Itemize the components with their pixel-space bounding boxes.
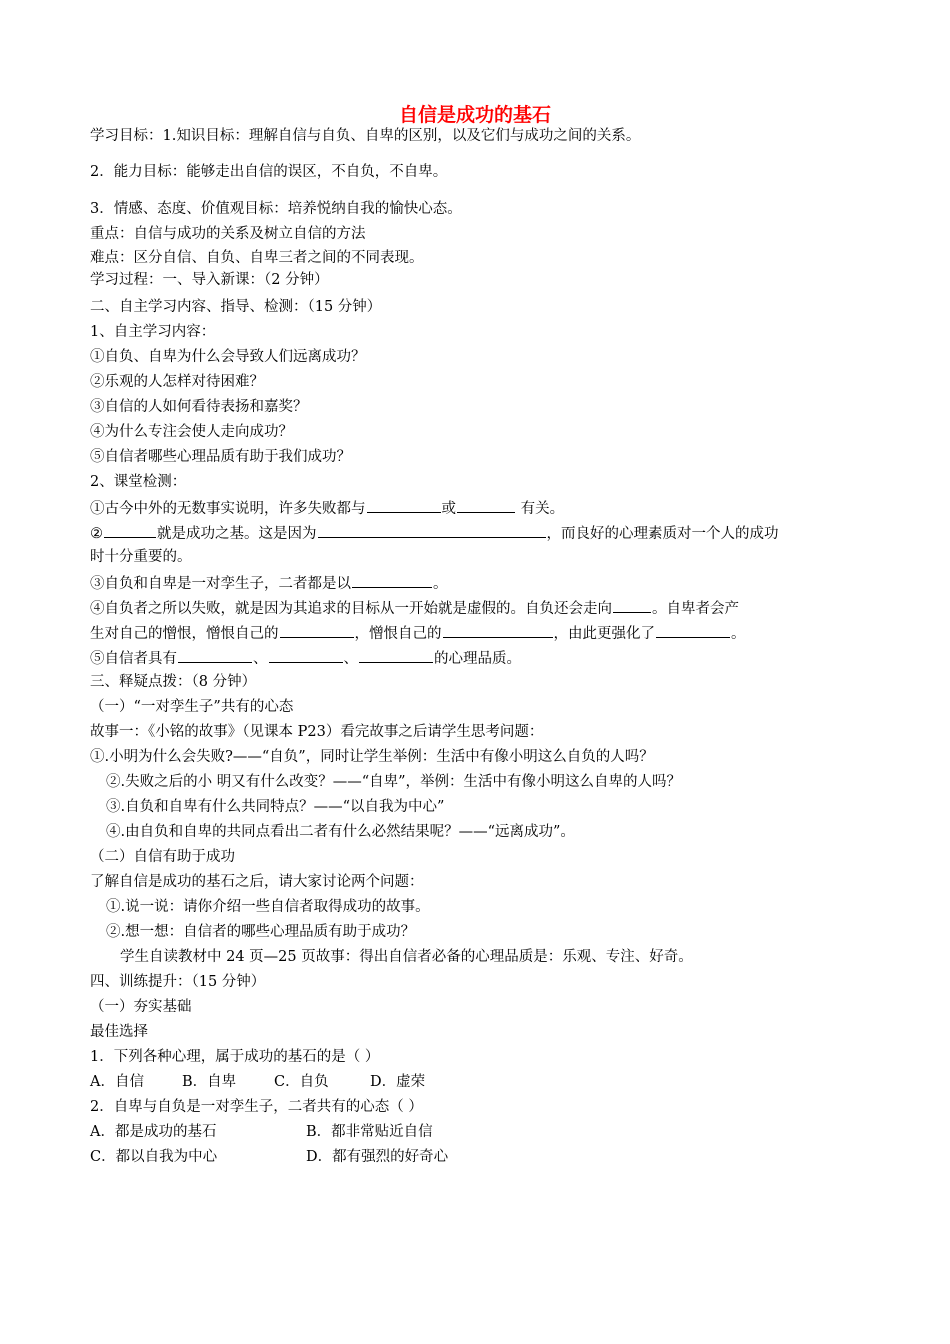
choice-2-option-a: A．都是成功的基石	[90, 1124, 217, 1140]
section-3-heading: 三、释疑点拨：（8 分钟）	[90, 674, 257, 690]
fill-blank[interactable]	[613, 597, 651, 613]
test-item-2-text-a: ②	[90, 526, 103, 542]
subsection-confidence-heading: （二）自信有助于成功	[90, 849, 235, 865]
fill-blank[interactable]	[359, 647, 433, 663]
test-item-4-continued	[90, 622, 746, 644]
test-item-5-text-b: 、	[253, 651, 268, 667]
story-question-3: ③.自负和自卑有什么共同特点？——“以自我为中心”	[106, 799, 445, 815]
fill-blank[interactable]	[104, 522, 156, 538]
fill-blank[interactable]	[457, 497, 515, 513]
discussion-intro: 了解自信是成功的基石之后，请大家讨论两个问题：	[90, 874, 424, 890]
test-item-4-text-b: 。自卑者会产	[652, 601, 739, 617]
choice-1-option-b: B．自卑	[182, 1074, 237, 1090]
fill-blank[interactable]	[178, 647, 252, 663]
test-item-4-text-a: ④自负者之所以失败，就是因为其追求的目标从一开始就是虚假的。自负还会走向	[90, 601, 612, 617]
test-item-3-text-b: 。	[433, 576, 448, 592]
discussion-question-1: ①.说一说：请你介绍一些自信者取得成功的故事。	[106, 899, 430, 915]
study-question-2: ②乐观的人怎样对待困难？	[90, 374, 264, 390]
test-item-3	[90, 572, 448, 594]
story-intro: 故事一：《小铭的故事》（见课本 P23）看完故事之后请学生思考问题：	[90, 724, 544, 740]
section-2-heading: 二、自主学习内容、指导、检测：（15 分钟）	[90, 299, 382, 315]
test-item-1-text-b: 或	[441, 501, 456, 517]
self-reading-note: 学生自读教材中 24 页—25 页故事：得出自信者必备的心理品质是：乐观、专注、好奇。	[120, 949, 693, 965]
fill-blank[interactable]	[269, 647, 343, 663]
test-item-2-continued: 时十分重要的。	[90, 549, 192, 565]
test-item-5-text-c: 、	[343, 651, 358, 667]
fill-blank[interactable]	[352, 572, 432, 588]
difficult-point: 难点：区分自信、自负、自卑三者之间的不同表现。	[90, 250, 424, 266]
test-item-2-text-b: 就是成功之基。这是因为	[157, 526, 317, 542]
choice-1-option-d: D．虚荣	[370, 1074, 426, 1090]
test-item-1	[90, 497, 564, 519]
test-item-3-text-a: ③自负和自卑是一对孪生子，二者都是以	[90, 576, 351, 592]
learning-goal-1: 学习目标：1.知识目标：理解自信与自负、自卑的区别，以及它们与成功之间的关系。	[90, 128, 641, 144]
test-item-1-text-c: 有关。	[520, 501, 565, 517]
fill-blank[interactable]	[656, 622, 730, 638]
section-2-2-heading: 2、课堂检测：	[90, 474, 187, 490]
choice-1-option-a: A．自信	[90, 1074, 144, 1090]
story-question-4: ④.由自负和自卑的共同点看出二者有什么必然结果呢？——“远离成功”。	[106, 824, 575, 840]
discussion-question-2: ②.想一想：自信者的哪些心理品质有助于成功？	[106, 924, 416, 940]
study-question-4: ④为什么专注会使人走向成功？	[90, 424, 293, 440]
choice-question-2: 2．自卑与自负是一对孪生子，二者共有的心态（ ）	[90, 1099, 423, 1115]
test-item-5-text-d: 的心理品质。	[434, 651, 521, 667]
test-item-5-text-a: ⑤自信者具有	[90, 651, 177, 667]
test-item-4-text-f: 。	[731, 626, 746, 642]
key-point: 重点：自信与成功的关系及树立自信的方法	[90, 226, 366, 242]
story-question-2: ②.失败之后的小 明又有什么改变？——“自卑”，举例：生活中有像小明这么自卑的人吗？	[106, 774, 682, 790]
learning-goal-3: 3．情感、态度、价值观目标：培养悦纳自我的愉快心态。	[90, 201, 462, 217]
study-question-3: ③自信的人如何看待表扬和嘉奖？	[90, 399, 308, 415]
choice-1-option-c: C．自负	[274, 1074, 329, 1090]
choice-question-1: 1．下列各种心理，属于成功的基石的是（ ）	[90, 1049, 380, 1065]
choice-2-option-c: C．都以自我为中心	[90, 1149, 218, 1165]
subsection-basics-heading: （一）夯实基础	[90, 999, 192, 1015]
fill-blank[interactable]	[367, 497, 441, 513]
best-choice-heading: 最佳选择	[90, 1024, 148, 1040]
section-2-1-heading: 1、自主学习内容：	[90, 324, 216, 340]
study-question-1: ①自负、自卑为什么会导致人们远离成功？	[90, 349, 366, 365]
test-item-4-text-c: 生对自己的憎恨，憎恨自己的	[90, 626, 279, 642]
page-title: 自信是成功的基石	[398, 104, 551, 126]
section-4-heading: 四、训练提升：（15 分钟）	[90, 974, 266, 990]
learning-process: 学习过程：一、导入新课：（2 分钟）	[90, 272, 329, 288]
test-item-2-text-c: ，而良好的心理素质对一个人的成功	[546, 526, 779, 542]
story-question-1: ①.小明为什么会失败?——“自负”，同时让学生举例：生活中有像小明这么自负的人吗？	[90, 749, 654, 765]
test-item-1-text-a: ①古今中外的无数事实说明，许多失败都与	[90, 501, 366, 517]
subsection-twins-heading: （一）“一对孪生子”共有的心态	[90, 699, 294, 715]
choice-2-option-b: B．都非常贴近自信	[306, 1124, 433, 1140]
fill-blank[interactable]	[443, 622, 553, 638]
fill-blank[interactable]	[280, 622, 354, 638]
test-item-4	[90, 597, 739, 619]
study-question-5: ⑤自信者哪些心理品质有助于我们成功？	[90, 449, 351, 465]
test-item-4-text-d: ，憎恨自己的	[354, 626, 442, 642]
choice-2-option-d: D．都有强烈的好奇心	[306, 1149, 449, 1165]
test-item-2	[90, 522, 779, 544]
test-item-5	[90, 647, 521, 669]
test-item-4-text-e: ，由此更强化了	[553, 626, 655, 642]
learning-goal-2: 2．能力目标：能够走出自信的误区，不自负，不自卑。	[90, 164, 448, 180]
fill-blank[interactable]	[318, 522, 546, 538]
